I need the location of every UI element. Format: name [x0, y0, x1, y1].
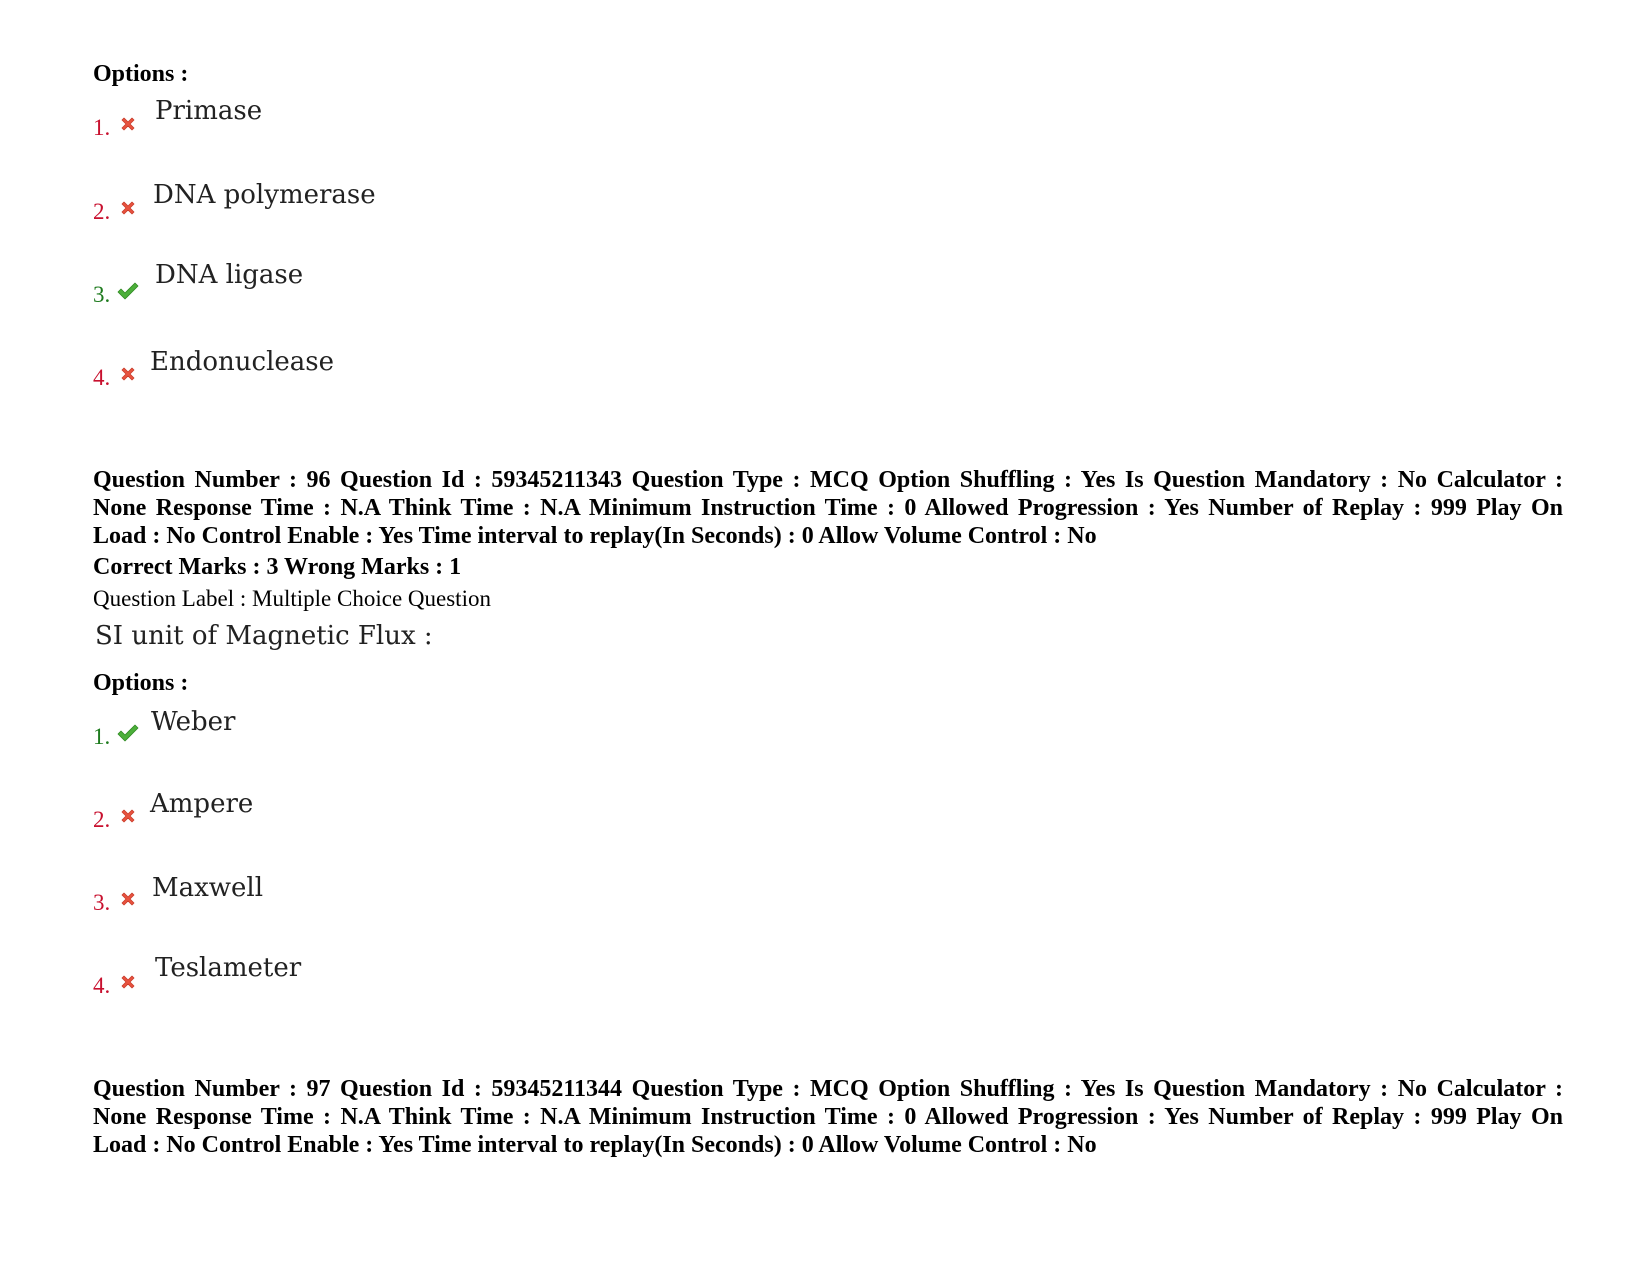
- option-number: 4.: [93, 973, 111, 998]
- options-heading: Options :: [93, 670, 189, 696]
- option-text: Primase: [155, 96, 263, 126]
- wrong-icon: [118, 198, 138, 218]
- option-number: 1.: [93, 115, 111, 140]
- correct-icon: [116, 723, 140, 743]
- option-row: [93, 890, 138, 916]
- question-text: SI unit of Magnetic Flux :: [95, 621, 433, 651]
- metadata-line: Question Number : 97 Question Id : 59345211344 Question Type : MCQ Option Shuffling : Yes Is Question Mandatory : No Calculator :: [93, 1076, 1563, 1102]
- option-row: [93, 724, 140, 750]
- metadata-line: Load : No Control Enable : Yes Time interval to replay(In Seconds) : 0 Allow Volume Control : No: [93, 1132, 1097, 1158]
- question-97-metadata: [93, 1075, 1563, 1159]
- wrong-icon: [118, 114, 138, 134]
- option-row: [93, 199, 138, 225]
- wrong-icon: [118, 972, 138, 992]
- metadata-line: None Response Time : N.A Think Time : N.A Minimum Instruction Time : 0 Allowed Progression : Yes Number of Replay : 999 Play On: [93, 495, 1563, 521]
- option-row: [93, 282, 140, 308]
- wrong-icon: [118, 889, 138, 909]
- marks-line: Correct Marks : 3 Wrong Marks : 1: [93, 554, 462, 580]
- option-text: Weber: [151, 707, 236, 737]
- metadata-line: Load : No Control Enable : Yes Time interval to replay(In Seconds) : 0 Allow Volume Control : No: [93, 523, 1097, 549]
- metadata-line: Question Number : 96 Question Id : 59345211343 Question Type : MCQ Option Shuffling : Yes Is Question Mandatory : No Calculator :: [93, 467, 1563, 493]
- option-text: Endonuclease: [150, 347, 335, 377]
- wrong-icon: [118, 364, 138, 384]
- option-number: 4.: [93, 365, 111, 390]
- question-label: Question Label : Multiple Choice Question: [93, 586, 491, 611]
- option-number: 1.: [93, 724, 111, 749]
- options-heading: Options :: [93, 61, 189, 87]
- correct-icon: [116, 281, 140, 301]
- option-row: [93, 365, 138, 391]
- option-row: [93, 973, 138, 999]
- question-96-metadata: [93, 466, 1563, 550]
- option-number: 2.: [93, 199, 111, 224]
- option-row: [93, 807, 138, 833]
- option-number: 3.: [93, 282, 111, 307]
- option-number: 3.: [93, 890, 111, 915]
- wrong-icon: [118, 806, 138, 826]
- option-number: 2.: [93, 807, 111, 832]
- option-text: DNA ligase: [155, 260, 304, 290]
- option-text: Maxwell: [152, 873, 264, 903]
- metadata-line: None Response Time : N.A Think Time : N.A Minimum Instruction Time : 0 Allowed Progression : Yes Number of Replay : 999 Play On: [93, 1104, 1563, 1130]
- option-row: [93, 115, 138, 141]
- option-text: Ampere: [150, 789, 254, 819]
- option-text: DNA polymerase: [153, 180, 376, 210]
- option-text: Teslameter: [155, 953, 302, 983]
